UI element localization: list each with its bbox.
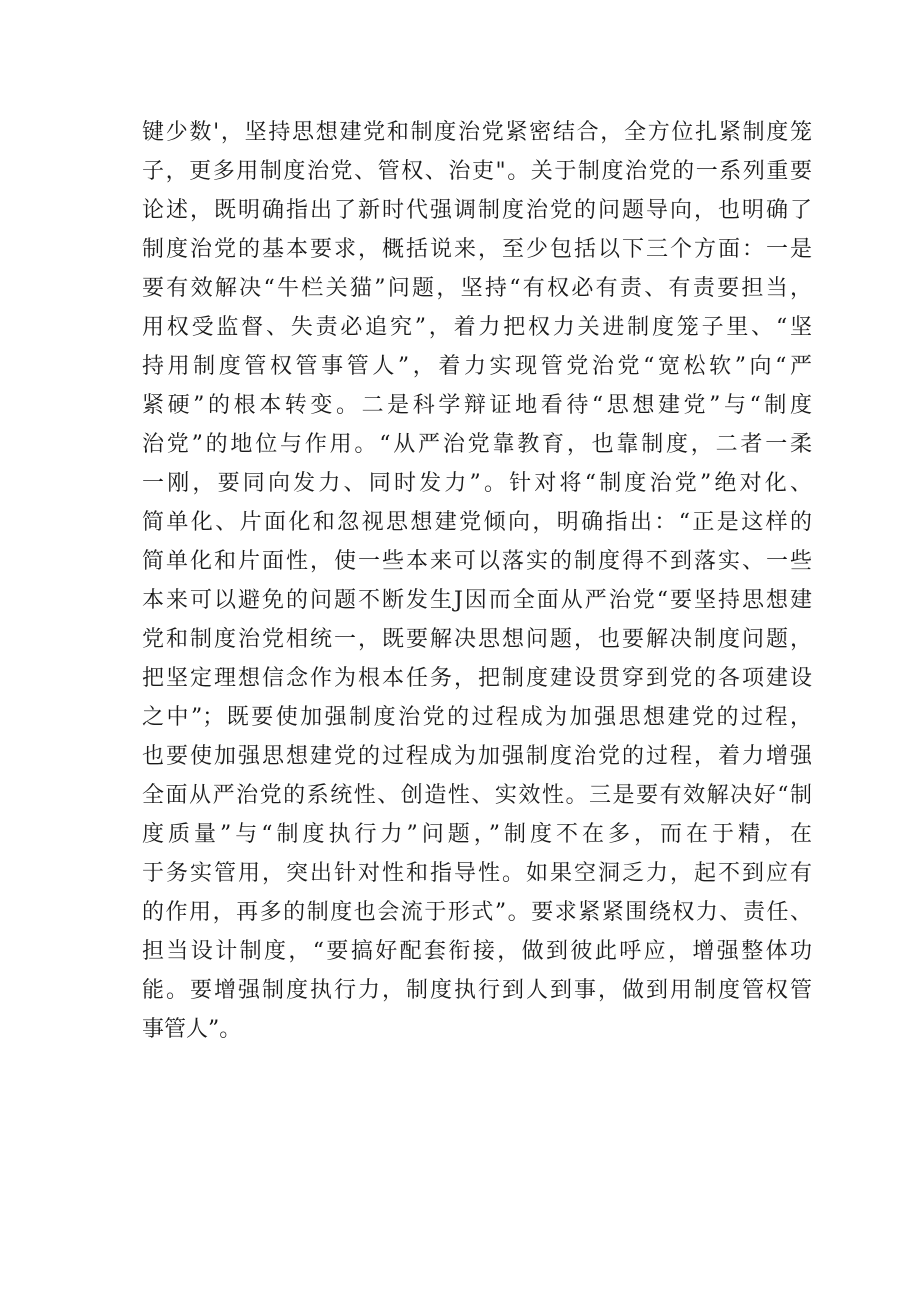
text-line-21: 的作用，再多的制度也会流于形式”。要求紧紧围绕权力、责任、 [142,900,812,925]
body-text [142,113,812,1049]
text-line-12: 简单化和片面性，使一些本来可以落实的制度得不到落实、一些 [142,549,812,574]
text-line-22: 担当设计制度，“要搞好配套衔接，做到彼此呼应，增强整体功 [142,939,812,964]
text-line-15: 把坚定理想信念作为根本任务，把制度建设贯穿到党的各项建设 [142,666,812,691]
text-line-3: 论述，既明确指出了新时代强调制度治党的问题导向，也明确了 [142,198,812,223]
text-line-2: 子，更多用制度治党、管权、治吏"。关于制度治党的一系列重要 [142,159,812,184]
text-line-7: 持用制度管权管事管人”，着力实现管党治党“宽松软”向“严 [142,354,812,379]
text-line-24: 事管人”。 [142,1017,242,1042]
text-line-11: 简单化、片面化和忽视思想建党倾向，明确指出：“正是这样的 [142,510,812,535]
text-line-19: 度质量”与“制度执行力”问题，”制度不在多，而在于精，在 [142,822,812,847]
text-line-1: 键少数'，坚持思想建党和制度治党紧密结合，全方位扎紧制度笼 [142,120,812,145]
text-line-4: 制度治党的基本要求，概括说来，至少包括以下三个方面：一是 [142,237,812,262]
text-line-18: 全面从严治党的系统性、创造性、实效性。三是要有效解决好“制 [142,783,812,808]
text-line-14: 党和制度治党相统一，既要解决思想问题，也要解决制度问题， [142,627,812,652]
text-line-10: 一刚，要同向发力、同时发力”。针对将“制度治党”绝对化、 [142,471,812,496]
text-line-6: 用权受监督、失责必追究”，着力把权力关进制度笼子里、“坚 [142,315,812,340]
text-line-20: 于务实管用，突出针对性和指导性。如果空洞乏力，起不到应有 [142,861,812,886]
text-line-13: 本来可以避免的问题不断发生J因而全面从严治党“要坚持思想建 [142,588,812,613]
text-line-8: 紧硬”的根本转变。二是科学辩证地看待“思想建党”与“制度 [142,393,812,418]
text-line-23: 能。要增强制度执行力，制度执行到人到事，做到用制度管权管 [142,978,812,1003]
text-line-9: 治党”的地位与作用。“从严治党靠教育，也靠制度，二者一柔 [142,432,812,457]
text-line-16: 之中”；既要使加强制度治党的过程成为加强思想建党的过程， [142,705,812,730]
text-line-17: 也要使加强思想建党的过程成为加强制度治党的过程，着力增强 [142,744,812,769]
text-line-5: 要有效解决“牛栏关猫”问题，坚持“有权必有责、有责要担当， [142,276,812,301]
